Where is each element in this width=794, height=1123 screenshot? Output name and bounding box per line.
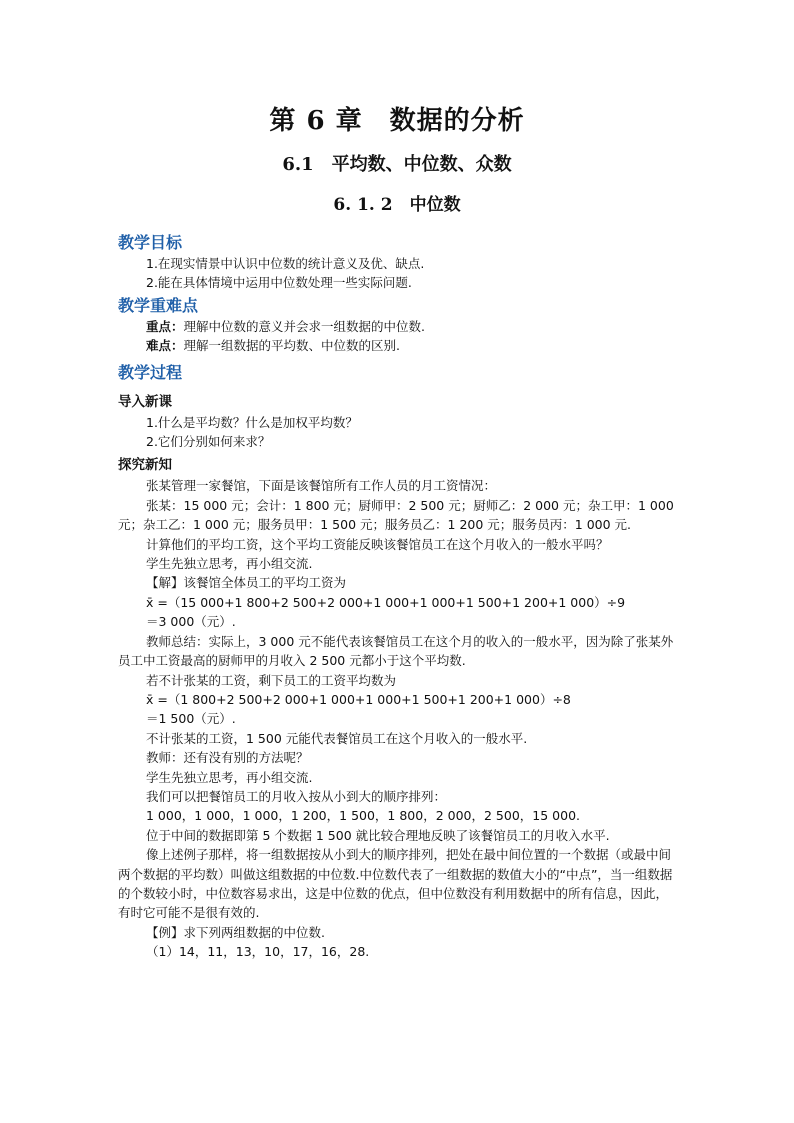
difficulty-label: 难点：: [146, 338, 184, 354]
goals-heading: 教学目标: [118, 233, 183, 252]
keypoints-heading: 教学重难点: [118, 295, 199, 315]
intro-item: 1.什么是平均数？什么是加权平均数？: [146, 414, 358, 430]
paragraph: 我们可以把餐馆员工的月收入按从小到大的顺序排列：: [146, 788, 447, 804]
formula-line: x̄ =（15 000+1 800+2 500+2 000+1 000+1 000+1 500+1 200+1 000）÷9: [146, 594, 626, 610]
paragraph: 学生先独立思考，再小组交流.: [146, 769, 313, 785]
difficulty-line: [118, 336, 674, 355]
paragraph: 像上述例子那样，将一组数据按从小到大的顺序排列，把处在最中间位置的一个数据（或最中间两个数据的平均数）叫做这组数据的中位数.中位数代表了一组数据的数值大小的“中点”，当一组数据的个数较小时，中位数容易求出，这是中位数的优点，但中位数没有利用数据中的所有信息，因此，有时它可能不是很有效的.: [118, 847, 673, 921]
data-list: 1 000，1 000，1 000，1 200，1 500，1 800，2 000，2 500，15 000.: [146, 808, 580, 824]
goal-item: 2.能在具体情境中运用中位数处理一些实际问题.: [146, 275, 412, 291]
paragraph: 不计张某的工资，1 500 元能代表餐馆员工在这个月收入的一般水平.: [146, 730, 528, 746]
paragraph: 若不计张某的工资，剩下员工的工资平均数为: [146, 672, 397, 688]
formula-line: ＝1 500（元）.: [146, 711, 236, 727]
intro-heading: 导入新课: [118, 393, 172, 410]
section-title: 6.1 平均数、中位数、众数: [282, 154, 512, 175]
process-heading: 教学过程: [118, 362, 183, 382]
formula-line: x̄ =（1 800+2 500+2 000+1 000+1 000+1 500+1 200+1 000）÷8: [146, 691, 571, 707]
formula-line: ＝3 000（元）.: [146, 614, 236, 630]
paragraph: 张某管理一家餐馆，下面是该餐馆所有工作人员的月工资情况：: [146, 478, 497, 494]
subsection-title: 6. 1. 2 中位数: [333, 195, 461, 215]
focus-line: [118, 317, 674, 336]
focus-label: 重点：: [146, 318, 184, 334]
focus-text: 理解中位数的意义并会求一组数据的中位数.: [183, 318, 425, 334]
example-heading: 【例】求下列两组数据的中位数.: [146, 924, 325, 940]
paragraph: 学生先独立思考，再小组交流.: [146, 556, 313, 572]
explore-heading: 探究新知: [118, 457, 172, 474]
paragraph: 位于中间的数据即第 5 个数据 1 500 就比较合理地反映了该餐馆员工的月收入水平.: [146, 827, 610, 843]
chapter-title: 第 6 章 数据的分析: [269, 106, 525, 136]
paragraph: 教师：还有没有别的方法呢？: [146, 750, 309, 766]
paragraph: 教师总结：实际上，3 000 元不能代表该餐馆员工在这个月的收入的一般水平，因为除了张某外员工中工资最高的厨师甲的月收入 2 500 元都小于这个平均数.: [118, 633, 674, 669]
lesson-content: [118, 230, 674, 962]
example-item: （1）14，11，13，10，17，16，28.: [146, 944, 370, 960]
intro-item: 2.它们分别如何来求？: [146, 434, 271, 450]
goal-item: 1.在现实情景中认识中位数的统计意义及优、缺点.: [146, 256, 425, 271]
paragraph: 张某：15 000 元；会计：1 800 元；厨师甲：2 500 元；厨师乙：2 000 元；杂工甲：1 000 元；杂工乙：1 000 元；服务员甲：1 500 元；服务员乙：1 200 元；服务员丙：1 000 元.: [118, 497, 674, 533]
paragraph: 计算他们的平均工资，这个平均工资能反映该餐馆员工在这个月收入的一般水平吗？: [146, 536, 609, 552]
difficulty-text: 理解一组数据的平均数、中位数的区别.: [183, 338, 400, 354]
paragraph: 【解】该餐馆全体员工的平均工资为: [146, 575, 347, 591]
